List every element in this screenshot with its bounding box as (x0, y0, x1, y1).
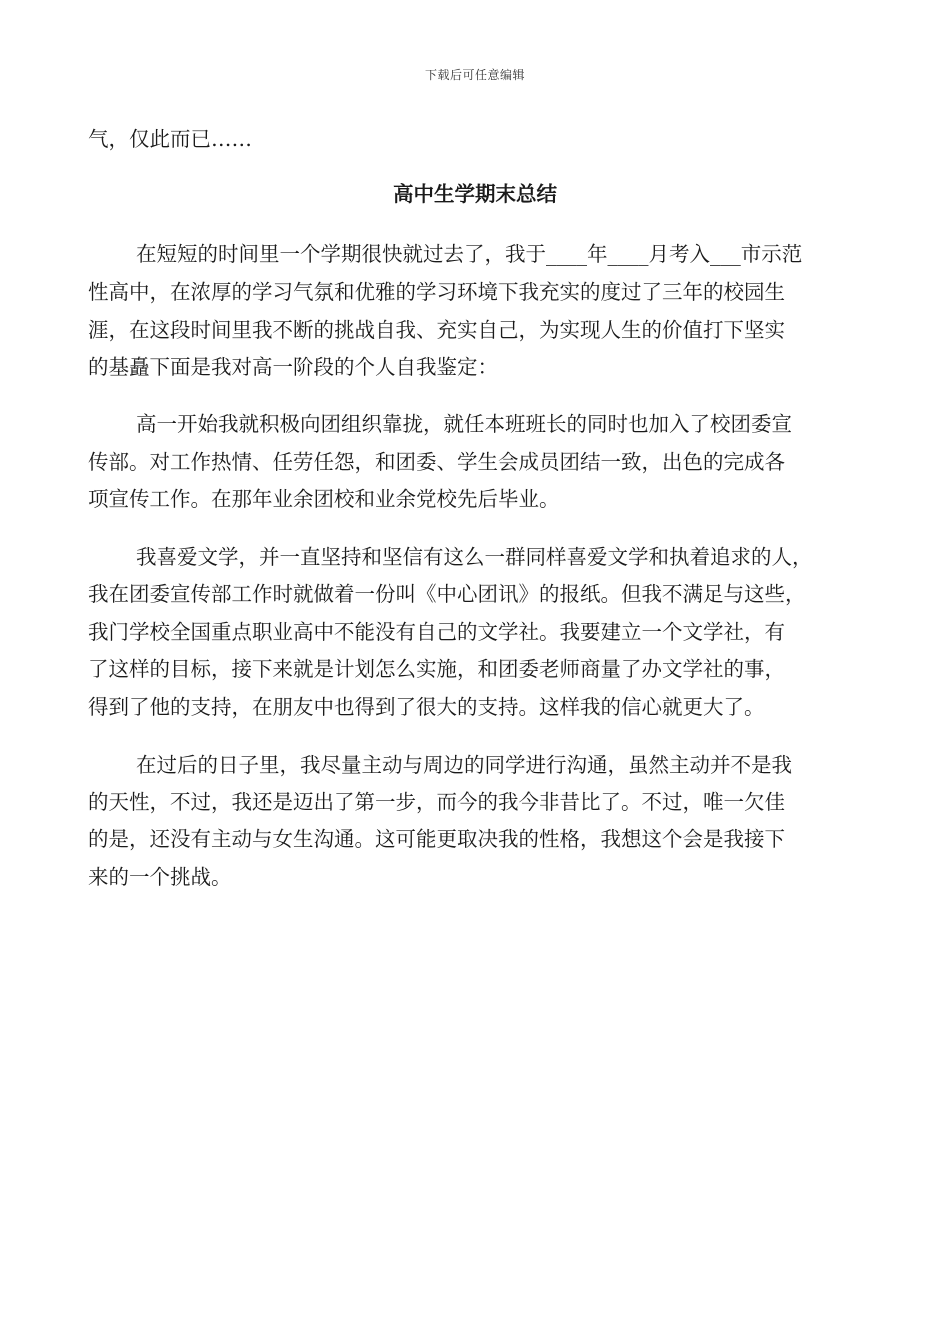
page-header-note: 下载后可任意编辑 (424, 68, 525, 82)
paragraph-1-line-4: 的基矗下面是我对高一阶段的个人自我鉴定： (88, 355, 498, 379)
paragraph-3-line-1: 我喜爱文学，并一直坚持和坚信有这么一群同样喜爱文学和执着追求的人， (136, 545, 813, 569)
paragraph-3-line-2: 我在团委宣传部工作时就做着一份叫《中心团讯》的报纸。但我不满足与这些， (88, 582, 806, 606)
paragraph-1-line-2: 性高中，在浓厚的学习气氛和优雅的学习环境下我充实的度过了三年的校园生 (88, 280, 785, 304)
paragraph-1-line-3: 涯，在这段时间里我不断的挑战自我、充实自己，为实现人生的价值打下坚实 (88, 318, 785, 342)
paragraph-3-line-5: 得到了他的支持，在朋友中也得到了很大的支持。这样我的信心就更大了。 (88, 695, 765, 719)
paragraph-3-line-4: 了这样的目标，接下来就是计划怎么实施，和团委老师商量了办文学社的事， (88, 657, 785, 681)
paragraph-2-line-2: 传部。对工作热情、任劳任怨，和团委、学生会成员团结一致，出色的完成各 (88, 450, 785, 474)
paragraph-4-line-1: 在过后的日子里，我尽量主动与周边的同学进行沟通，虽然主动并不是我 (136, 753, 792, 777)
paragraph-4-line-2: 的天性，不过，我还是迈出了第一步，而今的我今非昔比了。不过，唯一欠佳 (88, 790, 785, 814)
paragraph-1-line-1: 在短短的时间里一个学期很快就过去了，我于____年____月考入___市示范 (136, 242, 803, 266)
paragraph-3-line-3: 我门学校全国重点职业高中不能没有自己的文学社。我要建立一个文学社，有 (88, 620, 785, 644)
paragraph-4-line-4: 来的一个挑战。 (88, 865, 232, 889)
document-title: 高中生学期末总结 (393, 182, 557, 206)
continuation-text: 气，仅此而已…… (88, 127, 252, 151)
paragraph-4-line-3: 的是，还没有主动与女生沟通。这可能更取决我的性格，我想这个会是我接下 (88, 827, 785, 851)
paragraph-2-line-1: 高一开始我就积极向团组织靠拢，就任本班班长的同时也加入了校团委宣 (136, 412, 792, 436)
paragraph-2-line-3: 项宣传工作。在那年业余团校和业余党校先后毕业。 (88, 487, 560, 511)
